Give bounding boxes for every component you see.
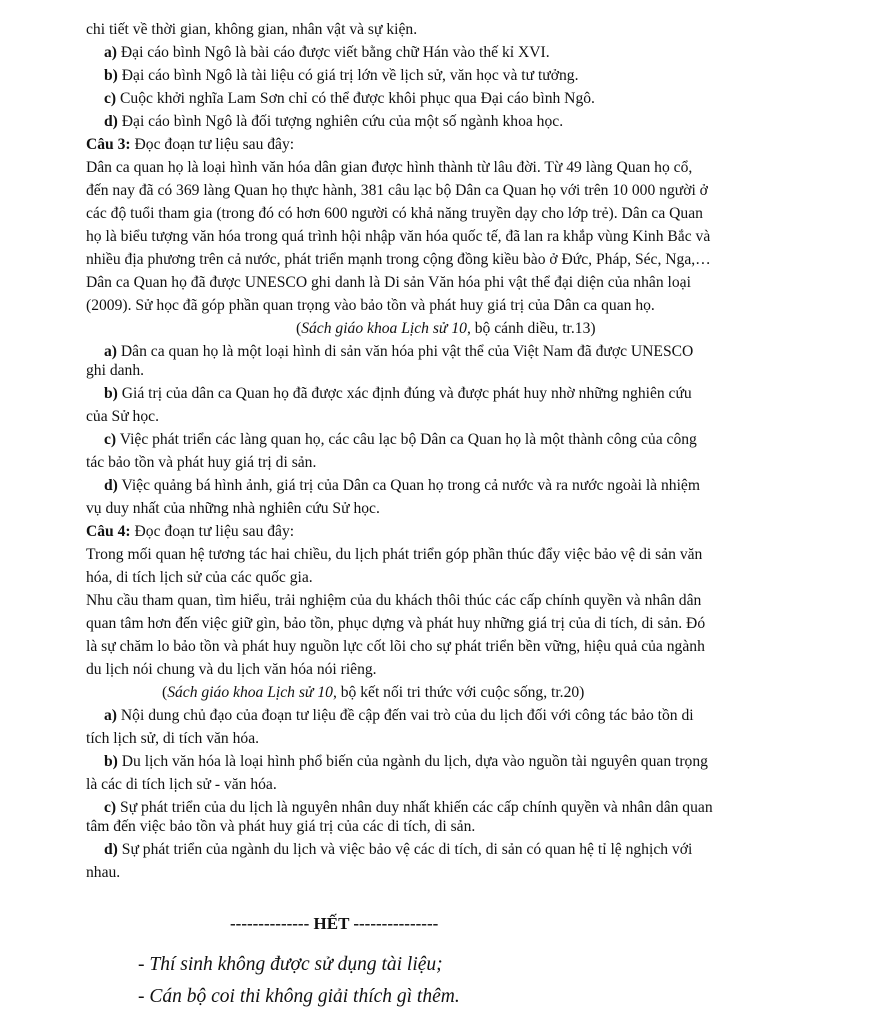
source-rest: , bộ cánh diều, tr.13) (466, 320, 596, 337)
q3-option-a (104, 342, 693, 362)
source-rest: , bộ kết nối tri thức với cuộc sống, tr.20) (332, 684, 585, 701)
q3-option-c-cont: tác bảo tồn và phát huy giá trị di sản. (86, 454, 317, 471)
q3-passage-line: họ là biểu tượng văn hóa trong quá trình hội nhập văn hóa quốc tế, đã lan ra khắp vùng Kinh Bắc và (86, 228, 711, 245)
q4-passage-line: là sự chăm lo bảo tồn và phát huy nguồn lực cốt lõi cho sự phát triển bền vững, hiệu quả của ngành (86, 638, 705, 655)
option-text: Cuộc khởi nghĩa Lam Sơn chỉ có thể được khôi phục qua Đại cáo bình Ngô. (116, 90, 595, 107)
q3-passage-line: Dân ca quan họ là loại hình văn hóa dân gian được hình thành từ lâu đời. Từ 49 làng Quan họ cổ, (86, 159, 693, 176)
option-label: b) (104, 753, 118, 770)
q4-passage-line: quan tâm hơn đến việc giữ gìn, bảo tồn, phục dựng và phát huy những giá trị của di tích, di sản. Đó (86, 615, 706, 632)
option-label: c) (104, 90, 117, 107)
q4-option-a-cont: tích lịch sử, di tích văn hóa. (86, 730, 260, 747)
q4-passage-line: Nhu cầu tham quan, tìm hiểu, trải nghiệm của du khách thôi thúc các cấp chính quyền và nhân dân (86, 592, 702, 609)
option-text: Đại cáo bình Ngô là tài liệu có giá trị lớn về lịch sử, văn học và tư tưởng. (117, 67, 579, 84)
q3-option-b-cont: của Sử học. (86, 408, 159, 425)
q4-option-b-cont: là các di tích lịch sử - văn hóa. (86, 776, 277, 793)
q4-passage-line: du lịch nói chung và du lịch văn hóa nói riêng. (86, 661, 377, 678)
q3-passage-line: đến nay đã có 369 làng Quan họ thực hành, 381 câu lạc bộ Dân ca Quan họ với trên 10 000 người ở (86, 182, 708, 199)
option-label: d) (104, 841, 118, 858)
q3-option-c (104, 430, 697, 450)
q4-heading (86, 522, 294, 542)
q4-option-b (104, 752, 708, 772)
q2-option-a (104, 43, 550, 63)
option-text: Du lịch văn hóa là loại hình phổ biến của ngành du lịch, dựa vào nguồn tài nguyên quan trọng (117, 753, 708, 770)
option-text: Việc quảng bá hình ảnh, giá trị của Dân ca Quan họ trong cả nước và ra nước ngoài là nhiệm (117, 477, 700, 494)
source-book: Sách giáo khoa Lịch sử 10 (167, 684, 333, 701)
q3-heading (86, 135, 294, 155)
option-label: a) (104, 343, 117, 360)
footnote-line: - Thí sinh không được sử dụng tài liệu; (138, 954, 443, 975)
source-paren: ( (162, 684, 168, 701)
source-book: Sách giáo khoa Lịch sử 10 (301, 320, 467, 337)
question-label: Câu 3: (86, 136, 131, 153)
option-text: Giá trị của dân ca Quan họ đã được xác định đúng và được phát huy nhờ những nghiên cứu (117, 385, 692, 402)
q3-source (296, 319, 596, 339)
q3-option-a-cont: ghi danh. (86, 362, 145, 379)
q4-option-c (104, 798, 713, 818)
option-text: Dân ca quan họ là một loại hình di sản văn hóa phi vật thể của Việt Nam đã được UNESCO (117, 343, 694, 360)
option-text: Đại cáo bình Ngô là đối tượng nghiên cứu của một số ngành khoa học. (117, 113, 564, 130)
q3-option-d-cont: vụ duy nhất của những nhà nghiên cứu Sử học. (86, 500, 380, 517)
option-label: c) (104, 799, 117, 816)
q4-option-a (104, 706, 694, 726)
option-text: Sự phát triển của ngành du lịch và việc bảo vệ các di tích, di sản có quan hệ tỉ lệ nghịch với (117, 841, 693, 858)
q3-passage-line: nhiều địa phương trên cả nước, phát triển mạnh trong cộng đồng kiều bào ở Đức, Pháp, Séc, Nga,… (86, 251, 711, 268)
option-text: Việc phát triển các làng quan họ, các câu lạc bộ Dân ca Quan họ là một thành công của công (116, 431, 697, 448)
q3-passage-line: các độ tuổi tham gia (trong đó có hơn 600 người có khả năng truyền dạy cho lớp trẻ). Dân ca Quan (86, 205, 703, 222)
q4-passage-line: Trong mối quan hệ tương tác hai chiều, du lịch phát triển góp phần thúc đẩy việc bảo vệ di sản văn (86, 546, 703, 563)
option-label: b) (104, 385, 118, 402)
q4-source (162, 683, 584, 703)
option-label: c) (104, 431, 117, 448)
q4-passage-line: hóa, di tích lịch sử của các quốc gia. (86, 569, 313, 586)
option-text: Sự phát triển của du lịch là nguyên nhân duy nhất khiến các cấp chính quyền và nhân dân quan (116, 799, 713, 816)
q4-option-d-cont: nhau. (86, 864, 121, 881)
option-label: a) (104, 44, 117, 61)
option-label: a) (104, 707, 117, 724)
q3-option-b (104, 384, 692, 404)
question-label: Câu 4: (86, 523, 131, 540)
q4-option-d (104, 840, 692, 860)
q3-option-d (104, 476, 700, 496)
q2-option-b (104, 66, 578, 86)
question-prompt: Đọc đoạn tư liệu sau đây: (130, 136, 295, 153)
option-label: d) (104, 113, 118, 130)
end-marker: -------------- HẾT --------------- (230, 914, 439, 933)
option-text: Nội dung chủ đạo của đoạn tư liệu đề cập đến vai trò của du lịch đối với công tác bảo tồn di (117, 707, 694, 724)
option-label: d) (104, 477, 118, 494)
q3-passage-line: Dân ca Quan họ đã được UNESCO ghi danh là Di sản Văn hóa phi vật thể đại diện của nhân loại (86, 274, 691, 291)
footnote-line: - Cán bộ coi thi không giải thích gì thêm. (138, 986, 460, 1007)
option-text: Đại cáo bình Ngô là bài cáo được viết bằng chữ Hán vào thế kỉ XVI. (117, 44, 550, 61)
q3-passage-line: (2009). Sử học đã góp phần quan trọng vào bảo tồn và phát huy giá trị của Dân ca quan họ. (86, 297, 655, 314)
option-label: b) (104, 67, 118, 84)
question-prompt: Đọc đoạn tư liệu sau đây: (130, 523, 295, 540)
source-paren: ( (296, 320, 302, 337)
intro-text: chi tiết về thời gian, không gian, nhân vật và sự kiện. (86, 21, 418, 38)
q4-option-c-cont: tâm đến việc bảo tồn và phát huy giá trị của các di tích, di sản. (86, 818, 476, 835)
q2-option-d (104, 112, 563, 132)
q2-option-c (104, 89, 595, 109)
